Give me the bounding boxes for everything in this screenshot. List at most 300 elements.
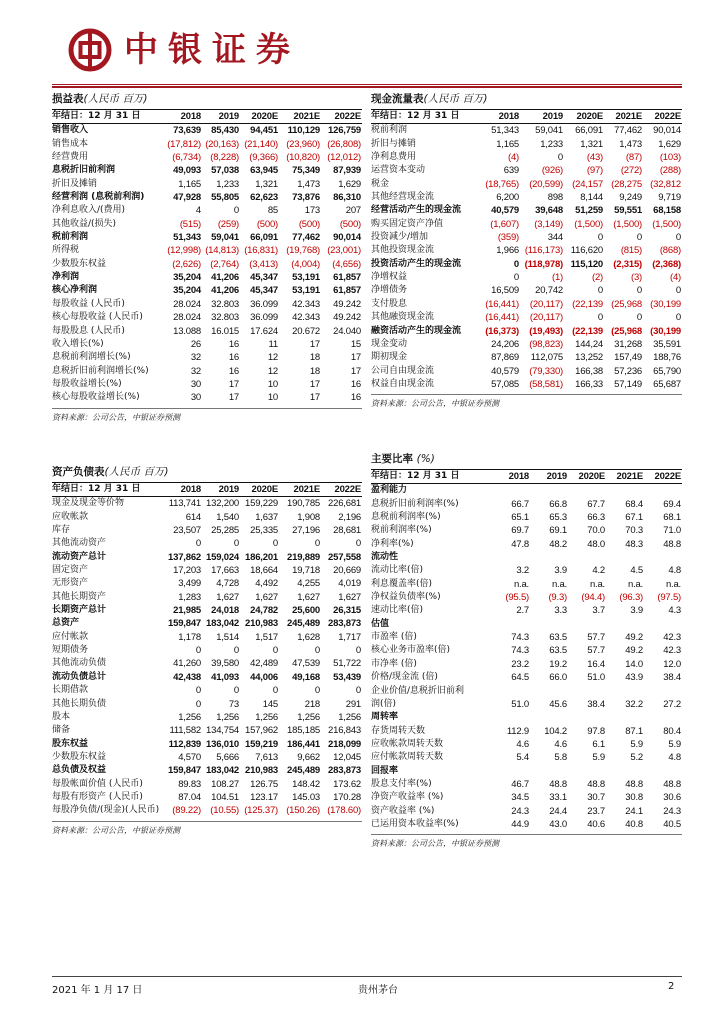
value-cell: 30.6 [663, 792, 681, 804]
table-row [371, 378, 682, 391]
table-row [52, 511, 362, 524]
row-label-cell: 每股收益增长(%) [52, 378, 122, 389]
value-cell: (515) [179, 218, 201, 230]
value-cell: 32.2 [625, 698, 643, 710]
value-cell: 126.75 [250, 778, 278, 790]
table-row [52, 284, 362, 297]
value-cell: 41,260 [173, 658, 201, 670]
value-cell: 21,985 [173, 605, 201, 617]
value-cell: 73,876 [292, 192, 320, 204]
value-cell: 0 [636, 232, 642, 244]
value-cell: 27.2 [663, 698, 681, 710]
header-year-cell: 2021E [604, 110, 643, 124]
value-cell [492, 711, 530, 724]
value-cell: 32.803 [211, 312, 239, 324]
table-row [371, 591, 682, 604]
value-cell: 166,33 [575, 378, 603, 390]
row-label-cell: 无形资产 [52, 578, 89, 589]
value-cell: 42.343 [292, 298, 320, 310]
row-label-cell: 净增权益 [371, 272, 408, 283]
value-cell: 0 [195, 645, 201, 657]
value-cell: 32.803 [211, 298, 239, 310]
row-label-cell: 收入增长(%) [52, 338, 104, 349]
value-cell: 26,315 [333, 605, 361, 617]
value-cell: 55,805 [211, 192, 239, 204]
value-cell: 63,945 [250, 165, 278, 177]
value-cell: (4,656) [332, 258, 361, 270]
header-year-cell: 2022E [321, 483, 362, 497]
value-cell: 4,255 [297, 578, 320, 590]
value-cell: 42,438 [173, 671, 201, 683]
row-label-cell: 折旧与摊销 [371, 138, 417, 149]
value-cell: 51,722 [333, 658, 361, 670]
value-cell: 42.343 [292, 312, 320, 324]
table-row [371, 351, 682, 364]
value-cell: (23,001) [327, 245, 361, 257]
table-row [371, 338, 682, 351]
row-label-cell: 股息支付率(%) [371, 778, 432, 789]
row-label-cell: 少数股东权益 [52, 751, 107, 762]
value-cell: 291 [345, 698, 361, 710]
value-cell: n.a. [665, 578, 681, 590]
row-label-cell: 每股净负债/(现金)(人民币) [52, 805, 160, 816]
value-cell: 0 [636, 312, 642, 324]
value-cell [530, 765, 568, 778]
value-cell: (1,500) [652, 218, 681, 230]
value-cell: (125.37) [244, 805, 278, 817]
key-ratios-title [371, 452, 682, 470]
value-cell: 1,256 [178, 711, 201, 723]
bank-of-china-logo [68, 28, 112, 72]
value-cell: 65,687 [653, 378, 681, 390]
row-label-cell: 应收帐款 [52, 511, 89, 522]
value-cell: 157,49 [614, 352, 642, 364]
value-cell: 218 [304, 698, 320, 710]
value-cell: (815) [620, 245, 642, 257]
row-label-cell: 息税前利润率(%) [371, 512, 441, 523]
value-cell: 0 [314, 685, 320, 697]
row-label-cell: 长期借款 [52, 685, 89, 696]
value-cell: 4,728 [216, 578, 239, 590]
table-row [52, 804, 362, 817]
value-cell: 39,580 [211, 658, 239, 670]
value-cell: 115,120 [570, 258, 603, 270]
value-cell: 35,591 [653, 338, 681, 350]
value-cell: 159,219 [245, 738, 278, 750]
value-cell: 7,613 [255, 751, 278, 763]
value-cell: 45,347 [250, 272, 278, 284]
value-cell: 24,206 [491, 338, 519, 350]
header-year-cell: 2022E [321, 110, 362, 124]
row-label-cell: 其他融资现金流 [371, 312, 435, 323]
value-cell: 87,939 [333, 165, 361, 177]
value-cell: (58,581) [529, 378, 563, 390]
key-ratios-table [371, 470, 682, 831]
value-cell: n.a. [551, 578, 567, 590]
table-row [52, 791, 362, 804]
row-label-cell: 现金变动 [371, 338, 408, 349]
table-header-row [371, 470, 682, 484]
value-cell: 1,178 [178, 631, 201, 643]
value-cell: (150.26) [286, 805, 320, 817]
table-row [371, 511, 682, 524]
value-cell: 283,873 [328, 618, 361, 630]
table-row [371, 151, 682, 164]
row-label-cell: 购买固定资产净值 [371, 218, 444, 229]
row-label-cell: 应付帐款 [52, 631, 89, 642]
value-cell: 40,579 [491, 365, 519, 377]
value-cell: 38.4 [663, 672, 681, 684]
table-row [52, 311, 362, 324]
row-label-cell: 折旧及摊销 [52, 178, 98, 189]
value-cell: 68.4 [625, 498, 643, 510]
value-cell: 36.099 [250, 312, 278, 324]
header-year-cell: 2020E [240, 110, 279, 124]
value-cell: 41,206 [211, 285, 239, 297]
value-cell: 48.8 [549, 778, 567, 790]
value-cell: (21,140) [244, 138, 278, 150]
value-cell: 47.8 [511, 538, 529, 550]
value-cell: 40.6 [587, 818, 605, 830]
value-cell: 24.4 [549, 805, 567, 817]
value-cell: 5.8 [554, 752, 567, 764]
value-cell: 188,76 [653, 352, 681, 364]
value-cell: 94,451 [250, 125, 278, 137]
value-cell: (10,820) [286, 152, 320, 164]
value-cell [568, 711, 606, 724]
value-cell: 67.1 [625, 512, 643, 524]
value-cell [644, 551, 682, 564]
value-cell [492, 685, 530, 698]
value-cell: 112.9 [506, 725, 529, 737]
value-cell: 173 [304, 205, 320, 217]
value-cell: 51.0 [587, 672, 605, 684]
value-cell: 53,191 [292, 285, 320, 297]
row-label-cell: 净权益负债率(%) [371, 592, 441, 603]
value-cell: (9,366) [249, 152, 278, 164]
value-cell: 16 [350, 378, 361, 390]
report-header [52, 14, 682, 84]
value-cell: 44,006 [250, 671, 278, 683]
row-label-cell: 流动负债总计 [52, 671, 107, 682]
table-row [52, 564, 362, 577]
value-cell: 57,149 [614, 378, 642, 390]
value-cell: 9,719 [658, 192, 681, 204]
row-label-cell: 资产收益率 (%) [371, 805, 435, 816]
value-cell: (926) [541, 165, 563, 177]
table-row [52, 657, 362, 670]
table-row [52, 684, 362, 697]
value-cell: (868) [659, 245, 681, 257]
row-label-cell: 经营活动产生的现金流 [371, 205, 462, 216]
value-cell: 145.03 [292, 791, 320, 803]
value-cell: (1,500) [613, 218, 642, 230]
balance-source-note: 资料来源：公司公告，中银证券预测 [52, 821, 362, 835]
value-cell: (16,831) [244, 245, 278, 257]
value-cell: (19,493) [529, 325, 563, 337]
header-year-cell: 2021E [606, 470, 644, 484]
key-ratios-panel [371, 452, 682, 848]
table-row [371, 551, 682, 564]
value-cell: 1,629 [658, 138, 681, 150]
income-source-note: 资料来源：公司公告，中银证券预测 [52, 408, 362, 422]
value-cell: (32,812 [650, 178, 681, 190]
header-year-cell: 2018 [164, 483, 202, 497]
value-cell: (22,139 [572, 298, 603, 310]
header-year-cell: 2020E [240, 483, 279, 497]
value-cell: 185,185 [287, 725, 320, 737]
value-cell: 53,439 [333, 671, 361, 683]
value-cell: 62,623 [250, 192, 278, 204]
row-label-cell: 企业价值/息税折旧前利 [371, 685, 465, 696]
value-cell: (4) [507, 152, 519, 164]
value-cell: 20,669 [333, 565, 361, 577]
value-cell: (30,199 [650, 298, 681, 310]
table-row [52, 631, 362, 644]
value-cell: 66,091 [575, 125, 603, 137]
table-row [52, 298, 362, 311]
row-label-cell: 其他投资现金流 [371, 245, 435, 256]
value-cell: (97) [586, 165, 603, 177]
value-cell: 190,785 [287, 498, 320, 510]
table-row [52, 124, 362, 138]
value-cell: 0 [195, 698, 201, 710]
table-row [371, 191, 682, 204]
value-cell: 46.7 [511, 778, 529, 790]
value-cell: 49.242 [333, 312, 361, 324]
value-cell: 8,144 [580, 192, 603, 204]
value-cell: 12 [267, 352, 278, 364]
header-year-cell: 2018 [481, 110, 520, 124]
table-row [371, 538, 682, 551]
value-cell: 77,462 [292, 232, 320, 244]
value-cell: (97.5) [657, 592, 681, 604]
value-cell: 1,717 [338, 631, 361, 643]
value-cell: 47,928 [173, 192, 201, 204]
row-label-cell: 其他收益/(损失) [52, 218, 117, 229]
value-cell: 9,662 [297, 751, 320, 763]
value-cell: 344 [547, 232, 563, 244]
value-cell [606, 765, 644, 778]
value-cell: 5.2 [630, 752, 643, 764]
value-cell: 0 [272, 685, 278, 697]
table-row [52, 204, 362, 217]
value-cell: 4,570 [178, 751, 201, 763]
value-cell: 24.3 [663, 805, 681, 817]
value-cell: 44.9 [511, 818, 529, 830]
row-label-cell: 税前利润 [371, 125, 408, 136]
value-cell: (25,968 [611, 298, 642, 310]
value-cell: 17 [350, 352, 361, 364]
value-cell: 2,196 [338, 511, 361, 523]
row-label-cell: 润(倍) [371, 698, 397, 709]
cashflow-unit: (人民币 百万) [423, 93, 488, 105]
value-cell: 61,857 [333, 285, 361, 297]
table-row [52, 325, 362, 338]
value-cell: 159,847 [168, 618, 201, 630]
value-cell: 64.5 [511, 672, 529, 684]
value-cell: 24.3 [511, 805, 529, 817]
value-cell: 170.28 [333, 791, 361, 803]
value-cell: 40.8 [625, 818, 643, 830]
value-cell: (22,139 [572, 325, 603, 337]
table-row [52, 138, 362, 151]
value-cell: 23.7 [587, 805, 605, 817]
value-cell: 48.8 [663, 538, 681, 550]
row-label-cell: 投资活动产生的现金流 [371, 258, 462, 269]
value-cell: 66.7 [511, 498, 529, 510]
value-cell [530, 685, 568, 698]
value-cell: 0 [513, 272, 519, 284]
table-header-row [52, 483, 362, 497]
row-label-cell: 其他经营现金流 [371, 192, 435, 203]
table-row [371, 164, 682, 177]
row-label-cell: 流动资产总计 [52, 551, 107, 562]
value-cell: 148.42 [292, 778, 320, 790]
table-row [371, 244, 682, 257]
value-cell: 132,200 [206, 498, 239, 510]
ratios-unit: (%) [416, 453, 435, 465]
value-cell: 157,962 [245, 725, 278, 737]
value-cell: 5,666 [216, 751, 239, 763]
value-cell: 13.088 [173, 325, 201, 337]
value-cell: (89.22) [172, 805, 201, 817]
value-cell: 70.0 [587, 525, 605, 537]
row-label-cell: 税金 [371, 178, 390, 189]
income-statement-title [52, 92, 362, 110]
value-cell: 38.4 [587, 698, 605, 710]
value-cell: 1,233 [216, 178, 239, 190]
value-cell: (12,012) [327, 152, 361, 164]
table-row [52, 365, 362, 378]
value-cell: (43) [586, 152, 603, 164]
row-label-cell: 运营资本变动 [371, 165, 426, 176]
value-cell: 43.0 [549, 818, 567, 830]
table-row [52, 551, 362, 564]
value-cell: 59,041 [211, 232, 239, 244]
row-label-cell: 息税折旧前利润率(%) [371, 498, 459, 509]
value-cell: 49,093 [173, 165, 201, 177]
value-cell: 35,204 [173, 285, 201, 297]
table-row [52, 644, 362, 657]
row-label-cell: 周转率 [371, 712, 399, 723]
value-cell: 48.3 [625, 538, 643, 550]
value-cell: n.a. [513, 578, 529, 590]
value-cell: 57.7 [587, 632, 605, 644]
table-row [371, 311, 682, 324]
value-cell: 17.624 [250, 325, 278, 337]
table-row [52, 738, 362, 751]
value-cell: 0 [272, 645, 278, 657]
value-cell: 25,600 [292, 605, 320, 617]
value-cell: 0 [233, 205, 239, 217]
table-row [52, 537, 362, 550]
value-cell: 3.2 [516, 565, 529, 577]
value-cell: 17 [309, 338, 320, 350]
value-cell: 4.3 [668, 605, 681, 617]
value-cell: 614 [185, 511, 201, 523]
value-cell: 41,093 [211, 671, 239, 683]
value-cell: 51,343 [491, 125, 519, 137]
table-row [52, 191, 362, 204]
row-label-cell: 固定资产 [52, 565, 89, 576]
value-cell: 30 [190, 378, 201, 390]
value-cell: 49.242 [333, 298, 361, 310]
value-cell: 1,966 [496, 245, 519, 257]
value-cell: 1,627 [338, 591, 361, 603]
value-cell [568, 618, 606, 631]
value-cell: 12,045 [333, 751, 361, 763]
value-cell: 74.3 [511, 632, 529, 644]
row-label-cell: 销售成本 [52, 138, 89, 149]
value-cell: n.a. [627, 578, 643, 590]
value-cell: 3,499 [178, 578, 201, 590]
row-label-cell: 价格/现金流 (倍) [371, 672, 438, 683]
value-cell: 18 [309, 352, 320, 364]
value-cell: 245,489 [287, 618, 320, 630]
value-cell: 32 [190, 365, 201, 377]
value-cell: 17 [309, 378, 320, 390]
value-cell: 639 [503, 165, 519, 177]
cashflow-statement-table [371, 110, 682, 391]
value-cell: (2,626) [172, 258, 201, 270]
row-label-cell: 盈利能力 [371, 485, 408, 496]
row-label-cell: 息税折旧前利润增长(%) [52, 365, 149, 376]
table-row [371, 725, 682, 738]
value-cell [644, 765, 682, 778]
value-cell: (95.5) [505, 592, 529, 604]
value-cell: 87.1 [625, 725, 643, 737]
row-label-cell: 每股股息 (人民币) [52, 325, 125, 336]
value-cell: 63.5 [549, 645, 567, 657]
value-cell: 49.2 [625, 645, 643, 657]
table-row [52, 577, 362, 590]
value-cell: 0 [355, 685, 361, 697]
value-cell: (23,960) [286, 138, 320, 150]
balance-sheet-table [52, 483, 362, 818]
value-cell: 40.5 [663, 818, 681, 830]
row-label-cell: 经营利润 (息税前利润) [52, 192, 145, 203]
value-cell: (259) [217, 218, 239, 230]
value-cell: 218,099 [328, 738, 361, 750]
value-cell: 57,085 [491, 378, 519, 390]
table-row [371, 604, 682, 617]
table-row [52, 591, 362, 604]
row-label-cell: 净资产收益率 (%) [371, 792, 444, 803]
value-cell: 16 [228, 352, 239, 364]
value-cell: 31,268 [614, 338, 642, 350]
value-cell: 66,091 [250, 232, 278, 244]
value-cell: 207 [345, 205, 361, 217]
table-row [371, 578, 682, 591]
table-row [371, 644, 682, 657]
value-cell: 74.3 [511, 645, 529, 657]
value-cell: 0 [675, 312, 681, 324]
value-cell: 18,664 [250, 565, 278, 577]
value-cell: 112,839 [168, 738, 201, 750]
value-cell: 1,165 [496, 138, 519, 150]
value-cell: 3.9 [630, 605, 643, 617]
row-label-cell: 净利润 [52, 272, 80, 283]
table-row [371, 484, 682, 498]
table-row [52, 244, 362, 257]
row-label-cell: 公司自由现金流 [371, 365, 435, 376]
value-cell: (16,441) [485, 298, 519, 310]
value-cell: 63.5 [549, 632, 567, 644]
value-cell: (30,199 [650, 325, 681, 337]
value-cell: 113,741 [168, 498, 201, 510]
value-cell: 34.5 [511, 792, 529, 804]
